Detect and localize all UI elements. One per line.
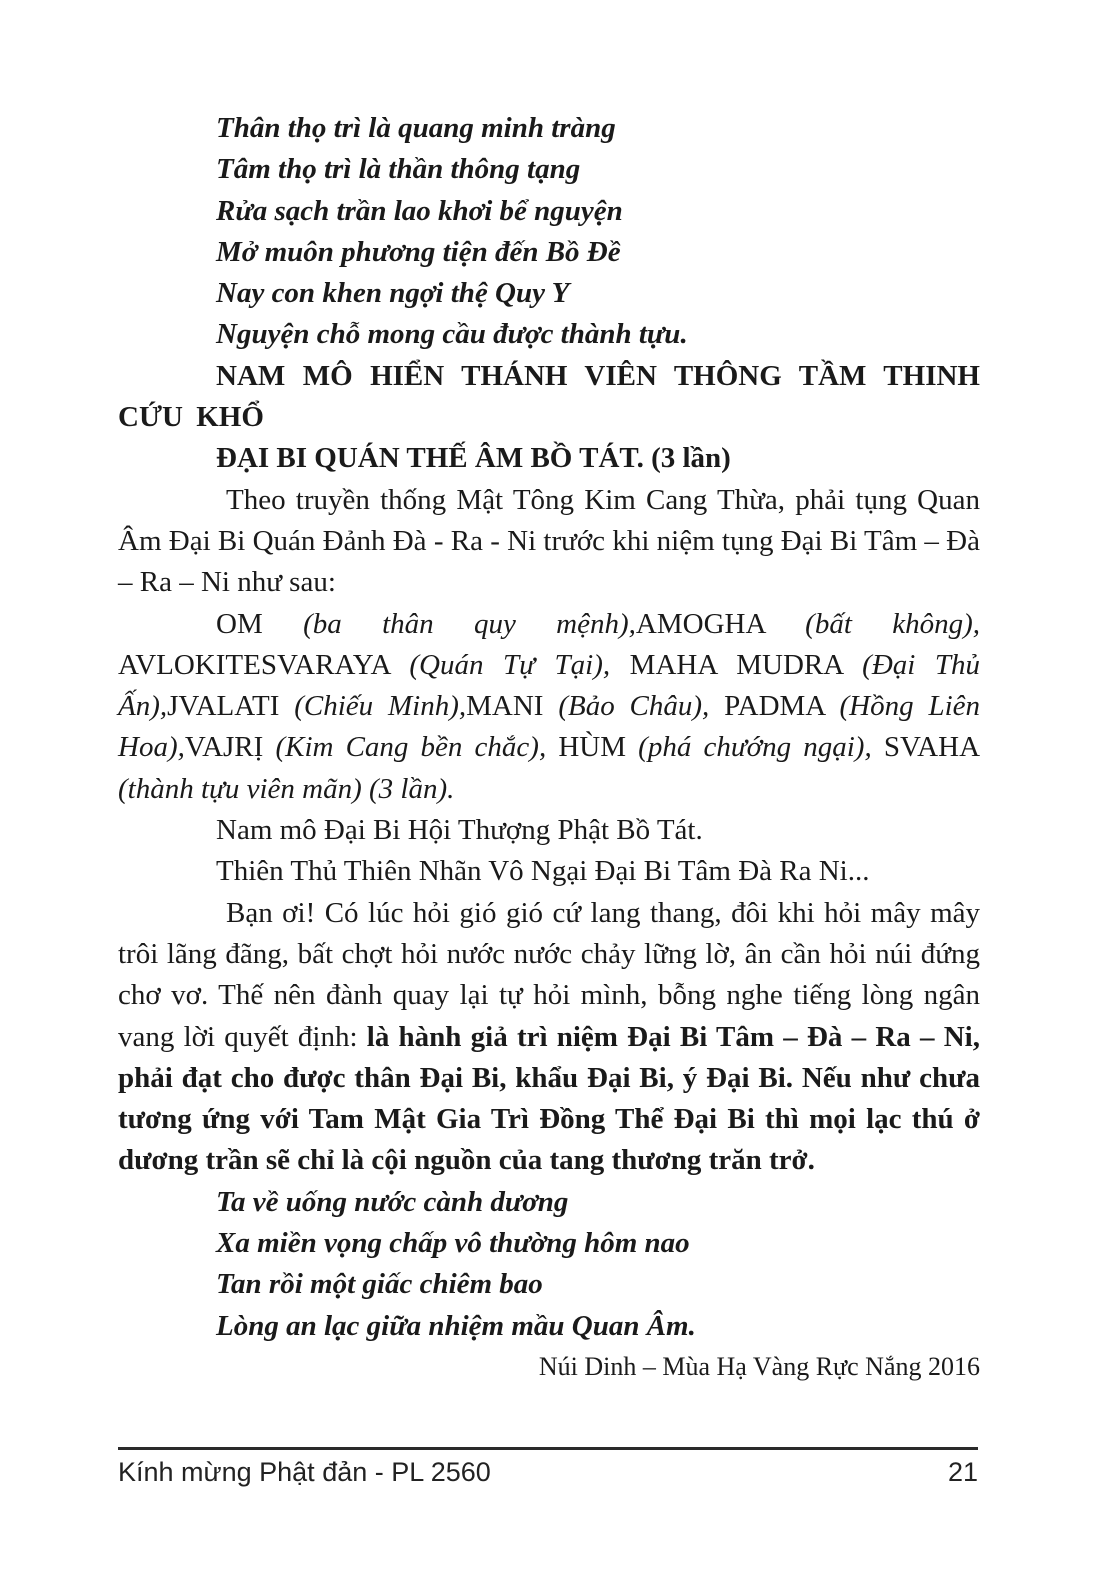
reflection-paragraph [118,893,980,1182]
mantra-word: HÙM [558,731,639,764]
mantra-gloss: (phá chướng ngại), [638,731,884,764]
invocation-line: Thiên Thủ Thiên Nhãn Vô Ngại Đại Bi Tâm Đà Ra Ni... [216,855,870,888]
footer-title: Kính mừng Phật đản - PL 2560 [118,1457,491,1487]
verse-line: Thân thọ trì là quang minh tràng [216,112,616,144]
signature: Núi Dinh – Mùa Hạ Vàng Rực Nắng 2016 [538,1351,980,1381]
page-content [118,108,980,1387]
reflection-emphasis: là hành giả trì niệm Đại Bi Tâm – Đà – Ra – Ni, phải đạt cho được thân Đại Bi, khẩu Đại Bi, ý Đại Bi. Nếu như chưa tương ứng với Tam Mật Gia Trì Đồng Thể Đại Bi thì mọi lạc thú ở dương trần sẽ chỉ là cội nguồn của tang thương trăn trở. [118,1020,980,1177]
mantra-word: AVLOKITESVARAYA [118,648,410,681]
mantra-word: AMOGHA [635,607,806,640]
mantra-gloss: (Quán Tự Tại), [409,648,630,681]
verse-line: Lòng an lạc giữa nhiệm mầu Quan Âm. [216,1309,696,1342]
mantra-word: MANI [466,690,559,723]
heading-bodhisattva: ĐẠI BI QUÁN THẾ ÂM BỒ TÁT. (3 lần) [216,442,731,475]
verse-line: Xa miền vọng chấp vô thường hôm nao [216,1227,690,1260]
mantra-gloss: (Kim Cang bền chắc), [275,731,559,764]
verse-line: Tâm thọ trì là thần thông tạng [216,153,581,186]
heading-invocation: NAM MÔ HIỂN THÁNH VIÊN THÔNG TẦM THINH CỨU KHỔ [118,359,980,434]
mantra-gloss: (thành tựu viên mãn) (3 lần). [118,772,455,805]
mantra-word: OM [216,607,304,640]
mantra-paragraph [118,604,980,810]
mantra-gloss: (Hồng Liên Hoa), [118,690,981,764]
page-number: 21 [947,1457,978,1487]
verse-line: Ta về uống nước cành dương [216,1185,569,1218]
mantra-word: MAHA MUDRA [629,648,863,681]
verse-line: Mở muôn phương tiện đến Bồ Đề [216,235,621,268]
verse-bottom [118,1182,980,1347]
mantra-gloss: (Bảo Châu), [558,690,725,723]
verse-line: Nay con khen ngợi thệ Quy Y [216,277,570,310]
intro-paragraph: Theo truyền thống Mật Tông Kim Cang Thừa, phải tụng Quan Âm Đại Bi Quán Đảnh Đà - Ra - Ni trước khi niệm tụng Đại Bi Tâm – Đà – Ra – Ni như sau: [118,483,980,599]
mantra-gloss: (Chiếu Minh), [294,690,467,723]
mantra-word: SVAHA [883,731,981,764]
verse-line: Nguyện chỗ mong cầu được thành tựu. [216,318,688,351]
mantra-gloss: (ba thân quy mệnh), [303,607,636,640]
verse-top [118,108,980,356]
verse-line: Rửa sạch trần lao khơi bể nguyện [216,194,623,227]
mantra-word: PADMA [724,690,840,723]
mantra-gloss: (bất không), [805,607,981,640]
invocation-line: Nam mô Đại Bi Hội Thượng Phật Bồ Tát. [216,814,703,847]
mantra-word: VAJRỊ [184,731,276,764]
mantra-gloss: (Đại Thủ Ấn), [118,648,980,723]
footer-divider [118,1447,978,1450]
reflection-text: Bạn ơi! Có lúc hỏi gió gió cứ lang thang, đôi khi hỏi mây mây trôi lãng đãng, bất chợt hỏi nước nước chảy lững lờ, ân cần hỏi núi đứng chơ vơ. Thế nên đành quay lại tự hỏi mình, bỗng nghe tiếng lòng ngân vang lời quyết định: [118,896,980,1053]
verse-line: Tan rồi một giấc chiêm bao [216,1268,543,1301]
mantra-word: JVALATI [167,690,295,723]
